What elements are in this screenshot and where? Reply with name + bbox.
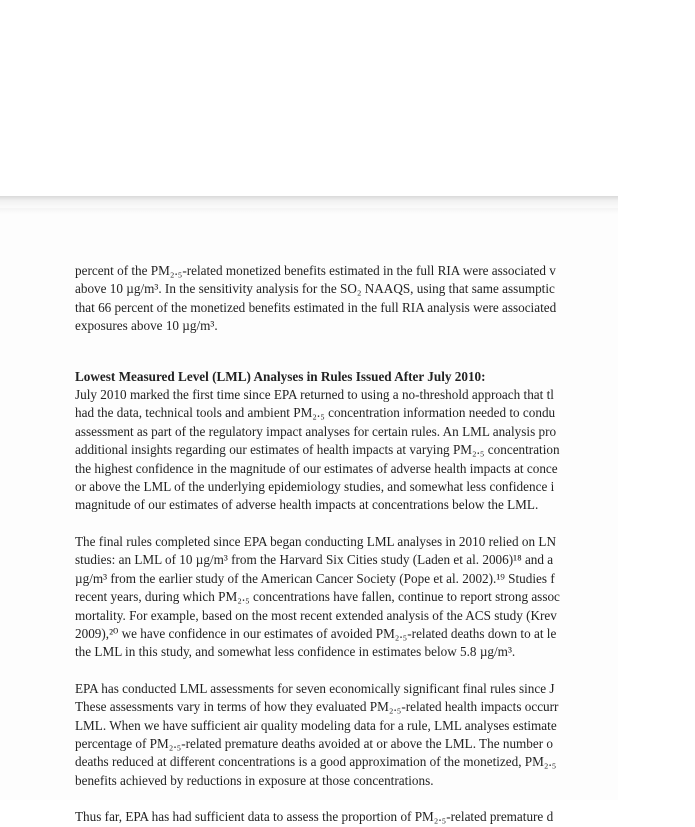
text-line: the highest confidence in the magnitude of our estimates of adverse health impacts at conce xyxy=(75,460,558,476)
section-heading: Lowest Measured Level (LML) Analyses in Rules Issued After July 2010: xyxy=(75,368,486,384)
text-line: studies: an LML of 10 µg/m³ from the Harvard Six Cities study (Laden et al. 2006)¹⁸ and a xyxy=(75,552,554,568)
text-line: July 2010 marked the first time since EPA returned to using a no-threshold approach that tl xyxy=(75,387,554,403)
text-line: benefits achieved by reductions in exposure at those concentrations. xyxy=(75,772,434,788)
text-line: Thus far, EPA has had sufficient data to assess the proportion of PM₂.₅-related premature d xyxy=(75,809,554,825)
text-line: 2009),²⁰ we have confidence in our estimates of avoided PM₂.₅-related deaths down to at le xyxy=(75,625,557,641)
text-line: percent of the PM₂.₅-related monetized benefits estimated in the full RIA were associated v xyxy=(75,263,556,278)
body-text xyxy=(75,262,695,827)
paragraph-seven-rules xyxy=(75,680,695,790)
paragraph-lml-section xyxy=(75,368,695,515)
text-line: magnitude of our estimates of adverse health impacts at concentrations below the LML. xyxy=(75,497,539,513)
text-line: deaths reduced at different concentrations is a good approximation of the monetized, PM₂.₅ xyxy=(75,754,557,770)
text-line: percentage of PM₂.₅-related premature deaths avoided at or above the LML. The number o xyxy=(75,735,554,751)
text-line: recent years, during which PM₂.₅ concentrations have fallen, continue to report strong assoc xyxy=(75,589,560,605)
scan-fold-shadow xyxy=(0,196,618,208)
text-line: LML. When we have sufficient air quality modeling data for a rule, LML analyses estimate xyxy=(75,717,557,733)
text-line: mortality. For example, based on the most recent extended analysis of the ACS study (Krev xyxy=(75,607,557,623)
blank-margin xyxy=(0,0,618,196)
text-line: above 10 µg/m³. In the sensitivity analysis for the SO₂ NAAQS, using that same assumptic xyxy=(75,281,555,297)
text-line: µg/m³ from the earlier study of the American Cancer Society (Pope et al. 2002).¹⁹ Studies f xyxy=(75,570,555,586)
text-line: These assessments vary in terms of how they evaluated PM₂.₅-related health impacts occurr xyxy=(75,699,559,715)
text-line: additional insights regarding our estimates of health impacts at varying PM₂.₅ concentration xyxy=(75,442,560,458)
text-line: or above the LML of the underlying epidemiology studies, and somewhat less confidence i xyxy=(75,479,555,495)
text-line: The final rules completed since EPA began conducting LML analyses in 2010 relied on LN xyxy=(75,533,556,549)
text-line: had the data, technical tools and ambient PM₂.₅ concentration information needed to condu xyxy=(75,405,556,421)
paragraph-final-rules xyxy=(75,533,695,662)
text-line: assessment as part of the regulatory impact analyses for certain rules. An LML analysis pro xyxy=(75,423,557,439)
text-line: EPA has conducted LML assessments for seven economically significant final rules since J xyxy=(75,680,555,696)
text-line: the LML in this study, and somewhat less confidence in estimates below 5.8 µg/m³. xyxy=(75,644,516,660)
paragraph-intro xyxy=(75,262,695,336)
text-line: that 66 percent of the monetized benefits estimated in the full RIA analysis were associated xyxy=(75,299,557,315)
paragraph-thus-far xyxy=(75,808,695,826)
text-line: exposures above 10 µg/m³. xyxy=(75,318,218,334)
